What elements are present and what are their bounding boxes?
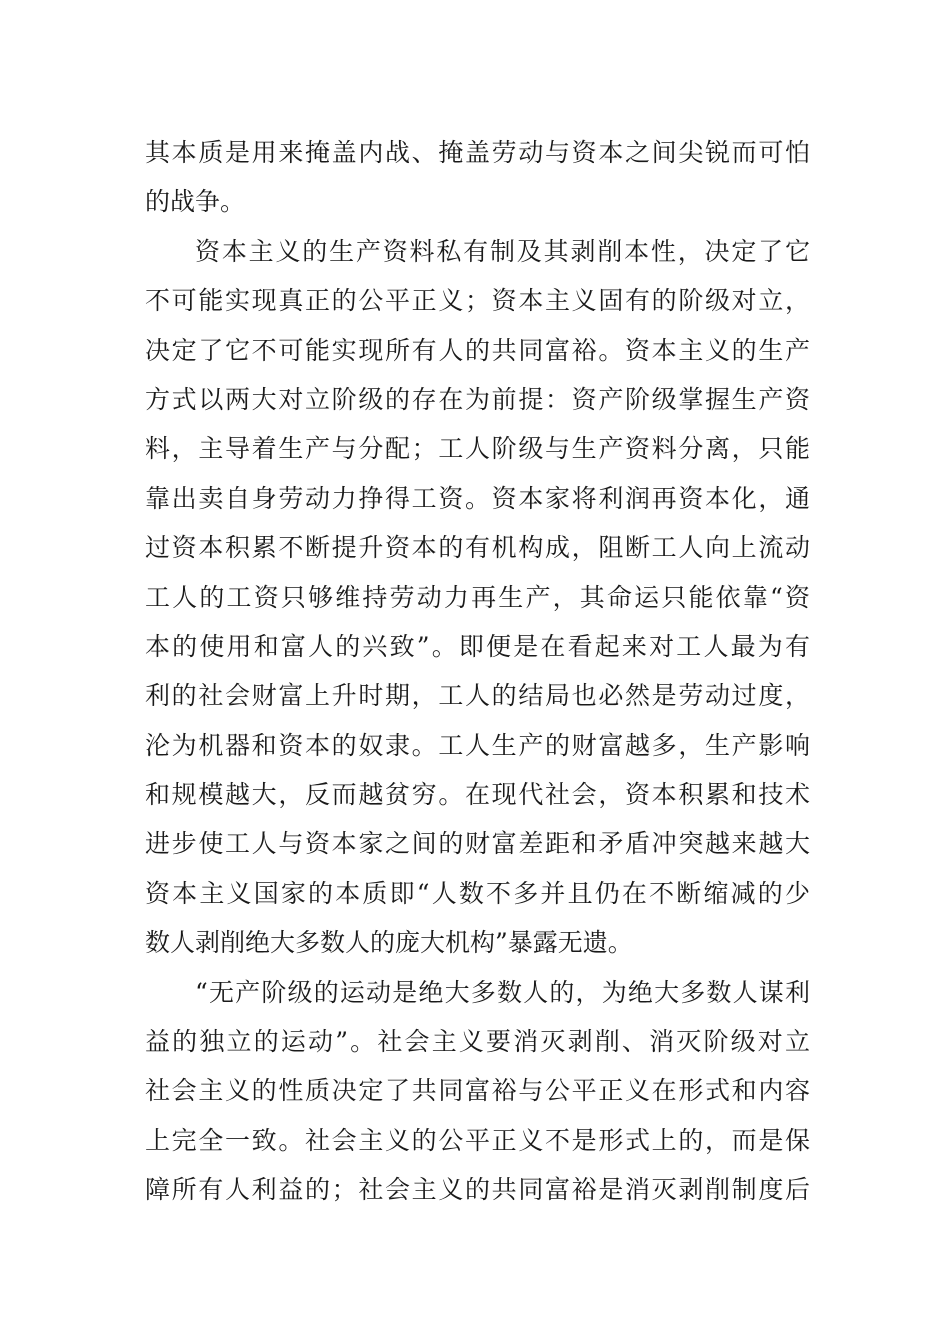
text-line: 资本主义的生产资料私有制及其剥削本性，决定了它	[195, 236, 810, 266]
text-line: 本的使用和富人的兴致”。即便是在看起来对工人最为有	[145, 631, 810, 661]
text-line: 社会主义的性质决定了共同富裕与公平正义在形式和内容	[145, 1076, 810, 1106]
text-line: 障所有人利益的；社会主义的共同富裕是消灭剥削制度后	[145, 1175, 810, 1205]
text-line: 和规模越大，反而越贫穷。在现代社会，资本积累和技术	[145, 780, 810, 810]
text-line: “无产阶级的运动是绝大多数人的，为绝大多数人谋利	[195, 977, 810, 1007]
text-line: 工人的工资只够维持劳动力再生产，其命运只能依靠“资	[145, 582, 810, 612]
text-line: 其本质是用来掩盖内战、掩盖劳动与资本之间尖锐而可怕	[145, 138, 810, 167]
text-line: 靠出卖自身劳动力挣得工资。资本家将利润再资本化，通	[145, 483, 810, 513]
text-line: 不可能实现真正的公平正义；资本主义固有的阶级对立，	[145, 286, 810, 316]
text-line: 方式以两大对立阶级的存在为前提：资产阶级掌握生产资	[145, 384, 810, 414]
text-line: 利的社会财富上升时期，工人的结局也必然是劳动过度，	[145, 681, 810, 711]
body-text	[145, 128, 810, 1215]
text-line: 决定了它不可能实现所有人的共同富裕。资本主义的生产	[145, 335, 810, 365]
text-line: 资本主义国家的本质即“人数不多并且仍在不断缩减的少	[145, 878, 810, 908]
text-line: 的战争。	[145, 187, 246, 217]
text-line: 数人剥削绝大多数人的庞大机构”暴露无遗。	[145, 928, 633, 958]
text-line: 料，主导着生产与分配；工人阶级与生产资料分离，只能	[145, 434, 810, 464]
text-line: 益的独立的运动”。社会主义要消灭剥削、消灭阶级对立	[145, 1027, 810, 1057]
text-line: 上完全一致。社会主义的公平正义不是形式上的，而是保	[145, 1125, 810, 1155]
text-line: 过资本积累不断提升资本的有机构成，阻断工人向上流动	[145, 533, 810, 563]
text-line: 进步使工人与资本家之间的财富差距和矛盾冲突越来越大	[145, 829, 810, 859]
text-line: 沦为机器和资本的奴隶。工人生产的财富越多，生产影响	[145, 730, 810, 760]
